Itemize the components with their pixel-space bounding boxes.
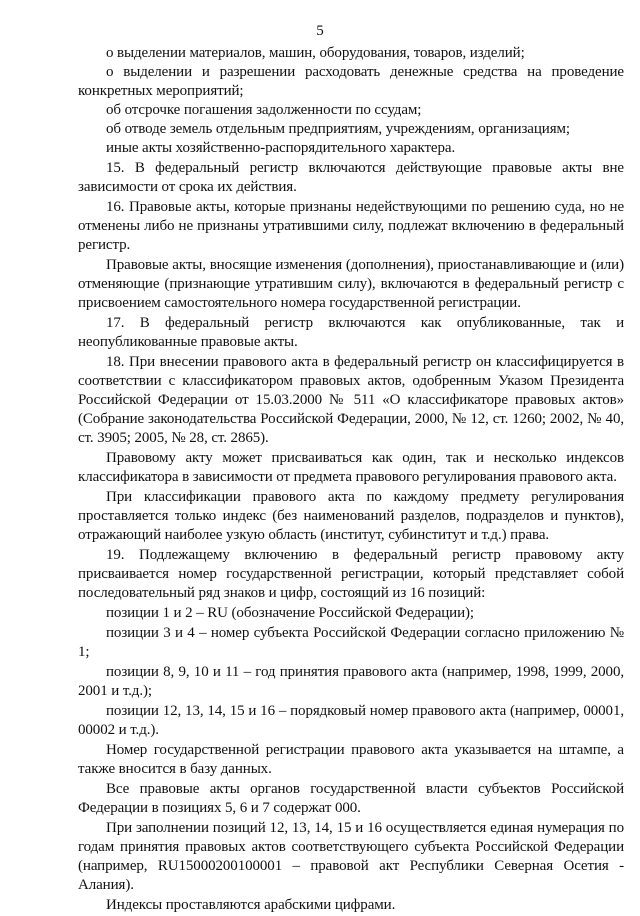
paragraph-clause-15: 15. В федеральный регистр включаются действующие правовые акты вне зависимости от срока их действия. <box>78 160 624 195</box>
paragraph-list-item: о выделении и разрешении расходовать денежные средства на проведение конкретных мероприятий; <box>78 64 624 99</box>
paragraph: При заполнении позиций 12, 13, 14, 15 и 16 осуществляется единая нумерация по годам принятия правовых актов соответствующего субъекта Российской Федерации (например, RU15000200100001 – правовой акт Республики Северная Осетия - Алания). <box>78 820 624 893</box>
paragraph-clause-19: 19. Подлежащему включению в федеральный регистр правовому акту присваивается номер государственной регистрации, который представляет собой последовательный ряд знаков и цифр, состоящий из 16 позиций: <box>78 547 624 601</box>
paragraph-list-item: иные акты хозяйственно-распорядительного характера. <box>106 140 456 156</box>
paragraph: Индексы проставляются арабскими цифрами. <box>106 897 396 913</box>
paragraph-clause-17: 17. В федеральный регистр включаются как опубликованные, так и неопубликованные правовые акты. <box>78 315 624 350</box>
paragraph-clause-16: 16. Правовые акты, которые признаны недействующими по решению суда, но не отменены либо не признаны утратившими силу, подлежат включению в федеральный регистр. <box>78 199 624 253</box>
paragraph-list-item: о выделении материалов, машин, оборудования, товаров, изделий; <box>106 45 525 61</box>
paragraph-list-item: об отсрочке погашения задолженности по ссудам; <box>106 102 422 118</box>
paragraph: Правовые акты, вносящие изменения (дополнения), приостанавливающие и (или) отменяющие (признающие утратившим силу), включаются в федеральный регистр с присвоением самостоятельного номера государственной регистрации. <box>78 257 624 311</box>
paragraph: Все правовые акты органов государственной власти субъектов Российской Федерации в позициях 5, 6 и 7 содержат 000. <box>78 781 624 816</box>
paragraph-position-item: позиции 3 и 4 – номер субъекта Российской Федерации согласно приложению № 1; <box>78 625 624 660</box>
paragraph-position-item: позиции 12, 13, 14, 15 и 16 – порядковый номер правового акта (например, 00001, 00002 и т.д.). <box>78 703 624 738</box>
paragraph: При классификации правового акта по каждому предмету регулирования проставляется только индекс (без наименований разделов, подразделов и пунктов), отражающий наиболее узкую область (институт, субинститут и т.д.) права. <box>78 489 624 543</box>
paragraph-clause-18: 18. При внесении правового акта в федеральный регистр он классифицируется в соответствии с классификатором правовых актов, одобренным Указом Президента Российской Федерации от 15.03.2000 № 511 «О классификаторе правовых актов» (Собрание законодательства Российской Федерации, 2000, № 12, ст. 1260; 2002, № 40, ст. 3905; 2005, № 28, ст. 2865). <box>78 354 624 446</box>
paragraph: Правовому акту может присваиваться как один, так и несколько индексов классификатора в зависимости от предмета правового регулирования правового акта. <box>78 450 624 485</box>
page-number: 5 <box>316 23 324 39</box>
paragraph: Номер государственной регистрации правового акта указывается на штампе, а также вносится в базу данных. <box>78 742 624 777</box>
document-body <box>78 44 624 916</box>
paragraph-list-item: об отводе земель отдельным предприятиям, учреждениям, организациям; <box>106 121 570 137</box>
paragraph-position-item: позиции 8, 9, 10 и 11 – год принятия правового акта (например, 1998, 1999, 2000, 2001 и т.д.); <box>78 664 624 699</box>
paragraph-position-item: позиции 1 и 2 – RU (обозначение Российской Федерации); <box>106 605 475 621</box>
